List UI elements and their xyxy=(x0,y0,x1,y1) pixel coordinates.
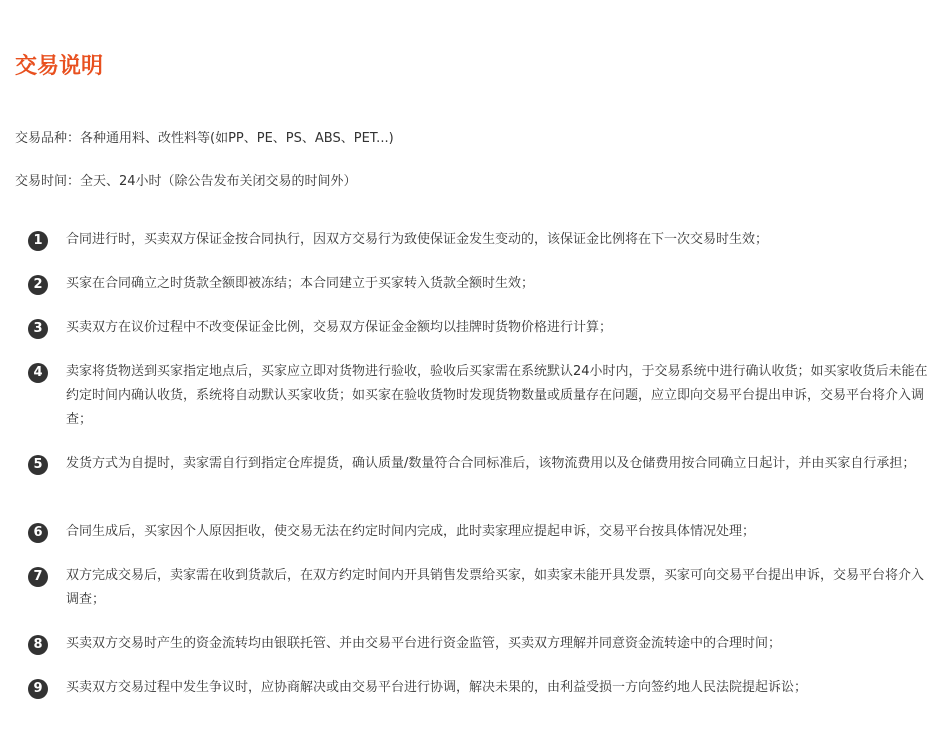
trade-varieties-text: 交易品种：各种通用料、改性料等(如PP、PE、PS、ABS、PET...) xyxy=(15,131,394,146)
rule-text: 买卖双方在议价过程中不改变保证金比例，交易双方保证金金额均以挂牌时货物价格进行计算； xyxy=(66,320,613,335)
number-badge-icon: 7 xyxy=(28,567,48,587)
rule-text: 合同生成后，买家因个人原因拒收，使交易无法在约定时间内完成，此时卖家理应提起申诉，交易平台按具体情况处理； xyxy=(66,524,756,539)
number-badge-icon: 4 xyxy=(28,363,48,383)
number-badge-icon: 2 xyxy=(28,275,48,295)
page-title: 交易说明 xyxy=(15,54,104,79)
rule-text: 买卖双方交易过程中发生争议时，应协商解决或由交易平台进行协调，解决未果的，由利益受损一方向签约地人民法院提起诉讼； xyxy=(66,680,808,695)
rule-text: 买家在合同确立之时货款全额即被冻结；本合同建立于买家转入货款全额时生效； xyxy=(66,276,535,291)
trade-time-text: 交易时间：全天、24小时（除公告发布关闭交易的时间外） xyxy=(15,174,357,189)
number-badge-icon: 9 xyxy=(28,679,48,699)
rule-text: 买卖双方交易时产生的资金流转均由银联托管、并由交易平台进行资金监管，买卖双方理解并同意资金流转途中的合理时间； xyxy=(66,636,782,651)
number-badge-icon: 3 xyxy=(28,319,48,339)
rule-text: 合同进行时，买卖双方保证金按合同执行，因双方交易行为致使保证金发生变动的，该保证金比例将在下一次交易时生效； xyxy=(66,232,769,247)
rule-text: 发货方式为自提时，卖家需自行到指定仓库提货，确认质量/数量符合合同标准后，该物流费用以及仓储费用按合同确立日起计，并由买家自行承担； xyxy=(66,456,916,471)
rule-text: 双方完成交易后，卖家需在收到货款后，在双方约定时间内开具销售发票给买家，如卖家未能开具发票，买家可向交易平台提出申诉，交易平台将介入调查； xyxy=(66,568,925,607)
number-badge-icon: 1 xyxy=(28,231,48,251)
rule-text: 卖家将货物送到买家指定地点后，买家应立即对货物进行验收，验收后买家需在系统默认24小时内，于交易系统中进行确认收货；如买家收货后未能在约定时间内确认收货，系统将自动默认买家收货；如买家在验收货物时发现货物数量或质量存在问题，应立即向交易平台提出申诉，交易平台将介入调查； xyxy=(66,364,928,427)
number-badge-icon: 8 xyxy=(28,635,48,655)
number-badge-icon: 5 xyxy=(28,455,48,475)
number-badge-icon: 6 xyxy=(28,523,48,543)
